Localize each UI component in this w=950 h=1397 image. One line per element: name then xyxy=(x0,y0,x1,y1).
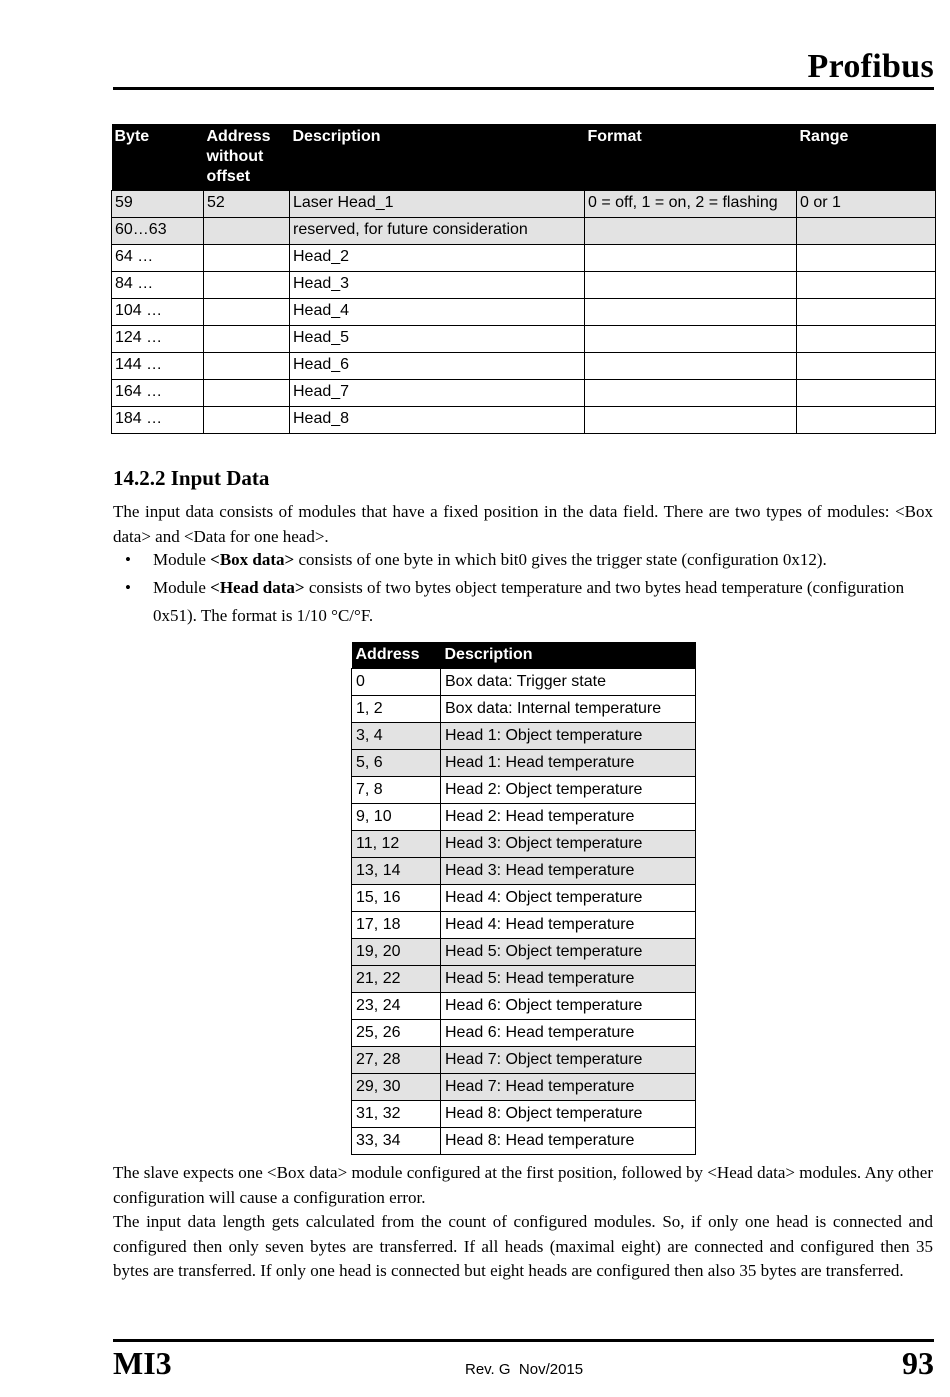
cell-format xyxy=(585,326,797,353)
cell-description: Head_2 xyxy=(290,245,585,272)
cell-address: 11, 12 xyxy=(352,831,441,858)
column-header-address: Address xyxy=(352,642,441,669)
cell-description: reserved, for future consideration xyxy=(290,218,585,245)
table-row xyxy=(352,1047,696,1074)
bullet-bold-term: <Head data> xyxy=(210,578,305,597)
table-row xyxy=(352,912,696,939)
cell-address: 1, 2 xyxy=(352,696,441,723)
cell-address: 21, 22 xyxy=(352,966,441,993)
cell-range xyxy=(797,353,936,380)
cell-address: 0 xyxy=(352,669,441,696)
cell-description: Head_3 xyxy=(290,272,585,299)
cell-range xyxy=(797,326,936,353)
cell-address: 13, 14 xyxy=(352,858,441,885)
table-row xyxy=(112,191,936,218)
bullet-icon: • xyxy=(125,550,131,569)
cell-address: 29, 30 xyxy=(352,1074,441,1101)
cell-description: Head 2: Head temperature xyxy=(441,804,696,831)
table-row xyxy=(352,1074,696,1101)
bullet-item-head-data: • Module <Head data> consists of two bytes object temperature and two bytes head temperature (configuration 0x51). The format is 1/10 °C/°F. xyxy=(113,574,933,630)
cell-description: Head 6: Object temperature xyxy=(441,993,696,1020)
table-row xyxy=(352,885,696,912)
cell-byte: 124 … xyxy=(112,326,204,353)
cell-description: Head 5: Object temperature xyxy=(441,939,696,966)
cell-description: Box data: Internal temperature xyxy=(441,696,696,723)
table-row xyxy=(352,939,696,966)
cell-byte: 104 … xyxy=(112,299,204,326)
table-header-row xyxy=(112,124,936,191)
cell-description: Head 3: Head temperature xyxy=(441,858,696,885)
cell-address: 19, 20 xyxy=(352,939,441,966)
closing-paragraph-2: The input data length gets calculated from the count of configured modules. So, if only one head is connected and configured then only seven bytes are transferred. If all heads (maximal eight) are connected and configured then 35 bytes are transferred. If only one head is connected but eight heads are configured then also 35 bytes are transferred. xyxy=(113,1212,933,1280)
table-row xyxy=(112,407,936,434)
cell-description: Head 4: Object temperature xyxy=(441,885,696,912)
cell-description: Head 8: Object temperature xyxy=(441,1101,696,1128)
table-row xyxy=(352,1101,696,1128)
table-row xyxy=(352,1020,696,1047)
cell-description: Head 1: Head temperature xyxy=(441,750,696,777)
cell-address xyxy=(204,407,290,434)
header-rule xyxy=(113,87,934,90)
section-heading: 14.2.2 Input Data xyxy=(113,466,270,490)
column-header-byte: Byte xyxy=(112,124,204,191)
table-row xyxy=(352,966,696,993)
cell-range xyxy=(797,272,936,299)
table-header-row xyxy=(352,642,696,669)
closing-paragraph-1: The slave expects one <Box data> module configured at the first position, followed by <Head data> modules. Any other configuration will cause a configuration error. xyxy=(113,1163,933,1207)
cell-address: 33, 34 xyxy=(352,1128,441,1155)
cell-address xyxy=(204,380,290,407)
table-row xyxy=(352,723,696,750)
cell-format xyxy=(585,218,797,245)
cell-address: 5, 6 xyxy=(352,750,441,777)
table-row xyxy=(112,218,936,245)
cell-format xyxy=(585,272,797,299)
cell-address: 7, 8 xyxy=(352,777,441,804)
table-row xyxy=(352,993,696,1020)
input-table-body xyxy=(352,669,696,1155)
table-row xyxy=(352,858,696,885)
cell-description: Head_8 xyxy=(290,407,585,434)
cell-address: 3, 4 xyxy=(352,723,441,750)
cell-address: 52 xyxy=(204,191,290,218)
cell-byte: 64 … xyxy=(112,245,204,272)
cell-format: 0 = off, 1 = on, 2 = flashing xyxy=(585,191,797,218)
table-row xyxy=(352,804,696,831)
column-header-format: Format xyxy=(585,124,797,191)
table-row xyxy=(352,1128,696,1155)
cell-description: Head 2: Object temperature xyxy=(441,777,696,804)
intro-paragraph: The input data consists of modules that have a fixed position in the data field. There are two types of modules: <Box data> and <Data for one head>. xyxy=(113,502,933,546)
input-data-table xyxy=(351,642,696,1155)
table-row xyxy=(112,272,936,299)
cell-format xyxy=(585,380,797,407)
cell-description: Head_5 xyxy=(290,326,585,353)
cell-description: Head 5: Head temperature xyxy=(441,966,696,993)
cell-range xyxy=(797,245,936,272)
cell-range xyxy=(797,380,936,407)
cell-byte: 144 … xyxy=(112,353,204,380)
cell-description: Laser Head_1 xyxy=(290,191,585,218)
cell-format xyxy=(585,353,797,380)
table-row xyxy=(112,353,936,380)
column-header-description: Description xyxy=(290,124,585,191)
table-row xyxy=(352,669,696,696)
cell-address xyxy=(204,299,290,326)
cell-byte: 164 … xyxy=(112,380,204,407)
cell-format xyxy=(585,299,797,326)
bullet-bold-term: <Box data> xyxy=(210,550,295,569)
output-table-body xyxy=(112,191,936,434)
bullet-icon: • xyxy=(125,578,131,597)
module-bullet-list xyxy=(113,546,933,630)
cell-address xyxy=(204,218,290,245)
table-row xyxy=(112,299,936,326)
cell-address xyxy=(204,326,290,353)
footer-revision: Rev. G Nov/2015 xyxy=(465,1361,584,1378)
cell-description: Head 1: Object temperature xyxy=(441,723,696,750)
cell-description: Box data: Trigger state xyxy=(441,669,696,696)
cell-description: Head 6: Head temperature xyxy=(441,1020,696,1047)
cell-format xyxy=(585,407,797,434)
cell-description: Head_7 xyxy=(290,380,585,407)
cell-byte: 184 … xyxy=(112,407,204,434)
column-header-description: Description xyxy=(441,642,696,669)
table-row xyxy=(112,245,936,272)
cell-description: Head 8: Head temperature xyxy=(441,1128,696,1155)
footer-product-name: MI3 xyxy=(113,1345,172,1381)
cell-description: Head_6 xyxy=(290,353,585,380)
page-header-title: Profibus xyxy=(807,48,934,85)
footer-page-number: 93 xyxy=(902,1345,934,1381)
cell-format xyxy=(585,245,797,272)
cell-byte: 60…63 xyxy=(112,218,204,245)
cell-address xyxy=(204,245,290,272)
cell-address xyxy=(204,272,290,299)
cell-address: 23, 24 xyxy=(352,993,441,1020)
cell-description: Head 4: Head temperature xyxy=(441,912,696,939)
table-row xyxy=(352,777,696,804)
table-row xyxy=(352,831,696,858)
cell-address: 15, 16 xyxy=(352,885,441,912)
table-row xyxy=(112,326,936,353)
cell-address: 9, 10 xyxy=(352,804,441,831)
cell-description: Head 7: Object temperature xyxy=(441,1047,696,1074)
cell-range xyxy=(797,407,936,434)
cell-address: 17, 18 xyxy=(352,912,441,939)
cell-range xyxy=(797,299,936,326)
footer-rule xyxy=(113,1339,934,1342)
cell-address: 31, 32 xyxy=(352,1101,441,1128)
cell-range: 0 or 1 xyxy=(797,191,936,218)
bullet-item-box-data: • Module <Box data> consists of one byte in which bit0 gives the trigger state (configuration 0x12). xyxy=(113,546,933,574)
column-header-address: Address without offset xyxy=(204,124,290,191)
cell-address xyxy=(204,353,290,380)
cell-byte: 84 … xyxy=(112,272,204,299)
cell-description: Head 7: Head temperature xyxy=(441,1074,696,1101)
output-data-table xyxy=(111,124,936,434)
table-row xyxy=(112,380,936,407)
table-row xyxy=(352,750,696,777)
cell-address: 25, 26 xyxy=(352,1020,441,1047)
table-row xyxy=(352,696,696,723)
cell-description: Head_4 xyxy=(290,299,585,326)
cell-description: Head 3: Object temperature xyxy=(441,831,696,858)
column-header-range: Range xyxy=(797,124,936,191)
cell-byte: 59 xyxy=(112,191,204,218)
cell-address: 27, 28 xyxy=(352,1047,441,1074)
cell-range xyxy=(797,218,936,245)
